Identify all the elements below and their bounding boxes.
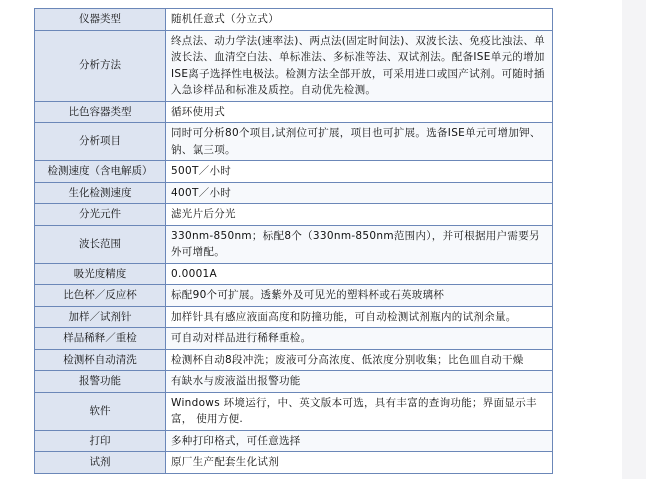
- table-row: [35, 430, 553, 452]
- table-row: [35, 225, 553, 263]
- row-label: 仪器类型: [35, 9, 166, 31]
- row-value: 原厂生产配套生化试剂: [166, 452, 553, 474]
- table-row: [35, 392, 553, 430]
- row-label: 比色杯／反应杯: [35, 285, 166, 307]
- row-value: 同时可分析80个项目,试剂位可扩展，项目也可扩展。选备ISE单元可增加钾、钠、氯三项。: [166, 123, 553, 161]
- row-value: 滤光片后分光: [166, 204, 553, 226]
- table-row: [35, 123, 553, 161]
- row-label: 吸光度精度: [35, 263, 166, 285]
- row-value: 400T／小时: [166, 182, 553, 204]
- table-row: [35, 306, 553, 328]
- row-value: 可自动对样品进行稀释重检。: [166, 328, 553, 350]
- table-row: [35, 9, 553, 31]
- row-value: 检测杯自动8段冲洗；废液可分高浓度、低浓度分别收集；比色皿自动干燥: [166, 349, 553, 371]
- table-row: [35, 161, 553, 183]
- table-row: [35, 452, 553, 474]
- row-label: 打印: [35, 430, 166, 452]
- row-value: 500T／小时: [166, 161, 553, 183]
- row-value: 终点法、动力学法(速率法)、两点法(固定时间法)、双波长法、免疫比浊法、单波长法、血清空白法、单标准法、多标准等法、双试剂法。配备ISE单元的增加ISE离子选择性电极法。检测方法全部开放，可采用进口或国产试剂。可随时插入急诊样品和标准及质控。自动优先检测。: [166, 30, 553, 101]
- table-row: [35, 328, 553, 350]
- spec-table-body: [35, 9, 553, 474]
- table-row: [35, 371, 553, 393]
- row-label: 样品稀释／重检: [35, 328, 166, 350]
- table-row: [35, 349, 553, 371]
- row-value: 有缺水与废液溢出报警功能: [166, 371, 553, 393]
- row-label: 比色容器类型: [35, 101, 166, 123]
- row-value: 标配90个可扩展。透紫外及可见光的塑料杯或石英玻璃杯: [166, 285, 553, 307]
- row-label: 波长范围: [35, 225, 166, 263]
- row-value: 循环使用式: [166, 101, 553, 123]
- row-label: 试剂: [35, 452, 166, 474]
- page-side-gutter: [622, 0, 646, 479]
- table-row: [35, 101, 553, 123]
- table-row: [35, 30, 553, 101]
- row-value: 0.0001A: [166, 263, 553, 285]
- row-label: 报警功能: [35, 371, 166, 393]
- row-label: 分光元件: [35, 204, 166, 226]
- row-label: 分析项目: [35, 123, 166, 161]
- row-value: Windows 环境运行，中、英文版本可选，具有丰富的查询功能；界面显示丰富， 使用方便.: [166, 392, 553, 430]
- table-row: [35, 285, 553, 307]
- row-value: 随机任意式（分立式）: [166, 9, 553, 31]
- spec-table: [34, 8, 553, 474]
- row-label: 生化检测速度: [35, 182, 166, 204]
- row-label: 检测速度（含电解质）: [35, 161, 166, 183]
- row-label: 检测杯自动清洗: [35, 349, 166, 371]
- row-label: 软件: [35, 392, 166, 430]
- table-row: [35, 182, 553, 204]
- table-row: [35, 204, 553, 226]
- row-value: 330nm-850nm；标配8个（330nm-850nm范围内），并可根据用户需要另外可增配。: [166, 225, 553, 263]
- row-value: 加样针具有感应液面高度和防撞功能，可自动检测试剂瓶内的试剂余量。: [166, 306, 553, 328]
- table-row: [35, 263, 553, 285]
- row-label: 分析方法: [35, 30, 166, 101]
- row-label: 加样／试剂针: [35, 306, 166, 328]
- row-value: 多种打印格式，可任意选择: [166, 430, 553, 452]
